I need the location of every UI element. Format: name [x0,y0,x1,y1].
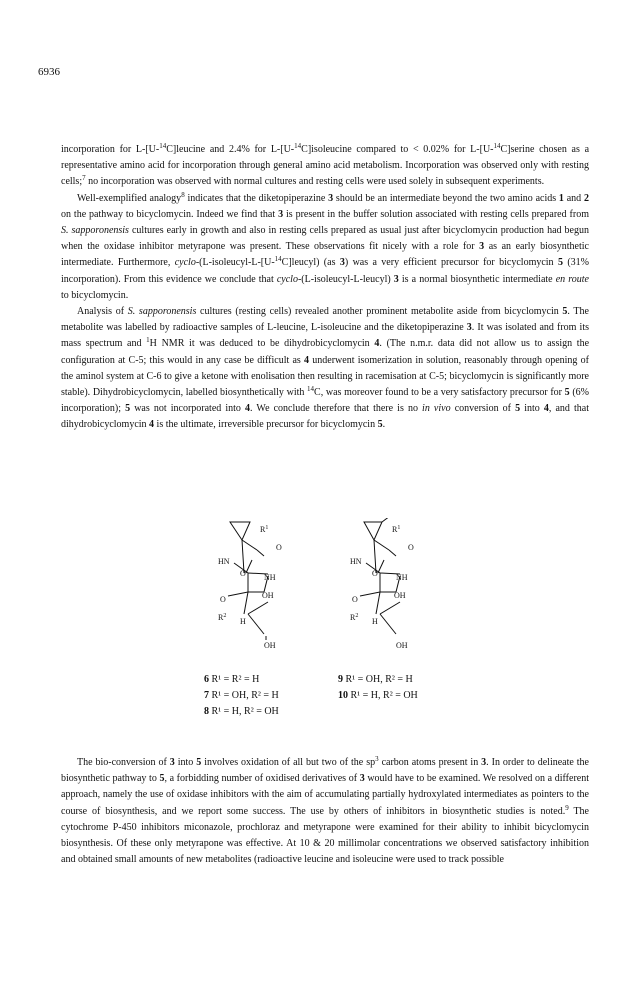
atom-nh-right: NH [396,573,408,582]
atom-oh-bottom-right: OH [396,641,408,650]
atom-o-carbonyl-left: O [220,595,226,604]
paragraph-2: Well-exemplified analogy$^8$ indicates that the diketopiperazine 3 should be an intermediate beyond the two amino acids 1 and 2 on the pathway to bicyclomycin. Indeed we find that 3 is present in the buffer solution associated with resting cells prepared from S. sapporonensis cultures early in growth and also in resting cells prepared as usual just after bicyclomycin production had begun when the oxidase inhibitor metyrapone was present. These observations fit nicely with a role for 3 as an early biosynthetic intermediate. Furthermore, cyclo-(L-isoleucyl-L-[U-$^{14}$C]leucyl) (as 3) was a very efficient precursor for bicyclomycin 5 (31% incorporation). From this evidence we conclude that cyclo-(L-isoleucyl-L-leucyl) 3 is a normal biosynthetic intermediate en route to bicyclomycin. [61,190,589,301]
atom-oh-left: OH [262,591,274,600]
compound-label-6: 6 R¹ = R² = H [204,674,260,685]
page-number: 6936 [38,66,60,78]
atom-r2-left: $R^2$ [218,613,227,622]
paragraph-3: Analysis of S. sapporonensis cultures (resting cells) revealed another prominent metabolite aside from bicyclomycin 5. The metabolite was labelled by radioactive samples of L-leucine, L-isoleucine and the diketopiperazine 3. It was isolated and from its mass spectrum and $^1$H NMR it was deduced to be dihydrobicyclomycin 4. (The n.m.r. data did not allow us to assign the configuration at C-5; this would in any case be difficult as 4 underwent isomerization in solution, reasonably through opening of the aminol system at C-6 to give a ketone with enolisation then resulting in racemisation at C-5; bicyclomycin is significantly more stable). Dihydrobicyclomycin, labelled biosynthetically with $^{14}$C, was moreover found to be a very satisfactory precursor for 5 (6% incorporation); 5 was not incorporated into 4. We conclude therefore that there is no in vivo conversion of 5 into 4, and that dihydrobicyclomycin 4 is the ultimate, irreversible precursor for bicyclomycin 5. [61,306,590,431]
atom-o-right: O [408,543,414,552]
atom-o-carbonyl-right: O [352,595,358,604]
atom-r2-right: $R^2$ [350,613,359,622]
atom-r1-left: $R^1$ [260,525,269,534]
atom-o-left: O [276,543,282,552]
compound-label-10: 10 R¹ = H, R² = OH [338,690,418,701]
chemical-structures-figure [212,518,452,670]
atom-nh-left: NH [264,573,276,582]
paragraph-4: The bio-conversion of 3 into 5 involves oxidation of all but two of the $sp^3$ carbon atoms present in 3. In order to delineate the biosynthetic pathway to 5, a forbidding number of oxidised derivatives of 3 would have to be examined. We resolved on a different approach, namely the use of oxidase inhibitors with the aim of accumulating partially hydroxylated intermediates as pointers to the course of biosynthesis, and we report some success. The use by others of inhibitors in biosynthetic studies is noted.$^9$ The cytochrome P-450 inhibitors miconazole, prochloraz and metyrapone were examined for their ability to inhibit bicyclomycin biosynthesis. Of these only metyrapone was effective. At 10 & 20 millimolar concentrations we observed satisfactory inhibition and obtained small amounts of new metabolites (radioactive leucine and isoleucine were used to track possible [61,755,589,866]
compound-labels-right [338,672,418,704]
compound-label-9: 9 R¹ = OH, R² = H [338,674,413,685]
atom-h-left: H [240,617,246,626]
compound-label-8: 8 R¹ = H, R² = OH [204,706,279,717]
atom-hn-right: HN [350,557,362,566]
compound-label-7: 7 R¹ = OH, R² = H [204,690,279,701]
atom-o-ring-left: O [240,569,246,578]
atom-oh-right: OH [394,591,406,600]
compound-labels-left [204,672,279,720]
atom-r1-right: $R^1$ [392,525,401,534]
atom-o-ring-right: O [372,569,378,578]
body-text-bottom [61,755,589,868]
atom-hn-left: HN [218,557,230,566]
atom-h-right: H [372,617,378,626]
paragraph-1: incorporation for L-[U-$^{14}$C]leucine and 2.4% for L-[U-$^{14}$C]isoleucine compared to < 0.02% for L-[U-$^{14}$C]serine chosen as a representative amino acid for incorporation through general amino acid metabolism. Incorporation was observed only with resting cells;$^7$ no incorporation was observed with normal cultures and resting cells were used solely in subsequent experiments. [61,142,590,188]
atom-oh-bottom-left: OH [264,641,276,650]
body-text-top [61,142,589,434]
